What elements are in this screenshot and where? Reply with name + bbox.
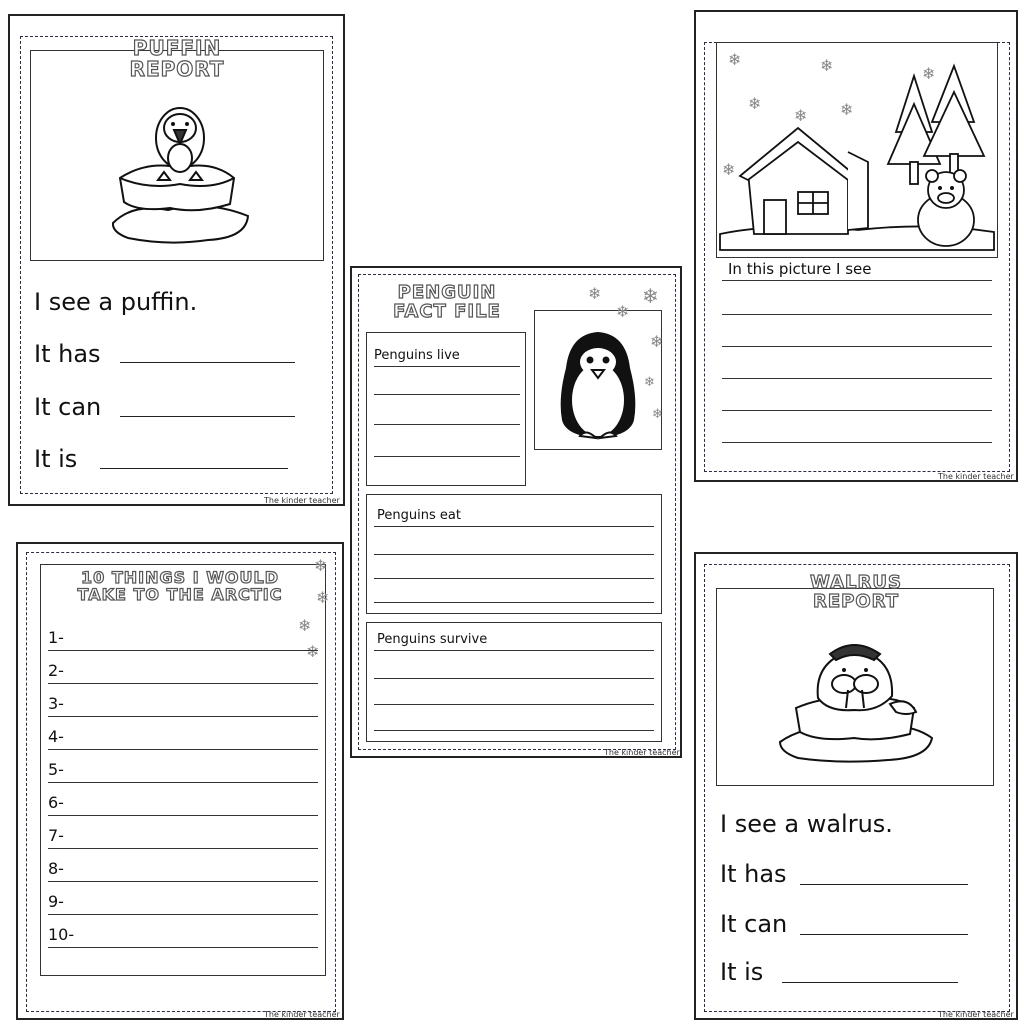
picture-prompt: In this picture I see: [728, 260, 872, 278]
snowflake-icon: ❄: [794, 106, 808, 125]
walrus-title: [756, 574, 956, 612]
snowflake-icon: ❄: [316, 588, 330, 607]
winter-scene-illustration: [718, 52, 996, 252]
penguins-live-label: Penguins live: [374, 348, 460, 363]
snowflake-icon: ❄: [616, 302, 630, 321]
puffin-answer-line-has[interactable]: [120, 362, 295, 363]
arctic-title: [48, 570, 312, 604]
writing-line[interactable]: [374, 602, 654, 603]
arctic-item-line[interactable]: [48, 683, 318, 684]
writing-line[interactable]: [374, 456, 520, 457]
writing-line[interactable]: [374, 578, 654, 579]
arctic-title-line2: TAKE TO THE ARCTIC: [77, 584, 283, 604]
arctic-item-number: 5-: [48, 760, 64, 779]
writing-line[interactable]: [722, 378, 992, 379]
penguin-title-line1: PENGUIN: [397, 282, 497, 303]
snowflake-icon: ❄: [306, 642, 320, 661]
snowflake-icon: ❄: [922, 64, 936, 83]
writing-line[interactable]: [374, 704, 654, 705]
walrus-sentence: I see a walrus.: [720, 810, 893, 838]
arctic-item-number: 1-: [48, 628, 64, 647]
writing-line[interactable]: [374, 424, 520, 425]
puffin-illustration: [108, 98, 256, 248]
writing-line[interactable]: [374, 526, 654, 527]
walrus-illustration: [778, 634, 934, 764]
writing-line[interactable]: [722, 346, 992, 347]
arctic-item-line[interactable]: [48, 914, 318, 915]
snowflake-icon: ❄: [588, 284, 602, 303]
arctic-item-number: 2-: [48, 661, 64, 680]
walrus-answer-line-has[interactable]: [800, 884, 968, 885]
arctic-item-line[interactable]: [48, 881, 318, 882]
writing-line[interactable]: [722, 410, 992, 411]
credit-text: The kinder teacher: [938, 1010, 1014, 1019]
snowflake-icon: ❄: [728, 50, 742, 69]
snowflake-icon: ❄: [650, 332, 664, 351]
arctic-item-number: 3-: [48, 694, 64, 713]
arctic-item-number: 9-: [48, 892, 64, 911]
writing-line[interactable]: [374, 650, 654, 651]
snowflake-icon: ❄: [644, 375, 655, 390]
puffin-title-line1: PUFFIN: [132, 36, 222, 60]
arctic-item-number: 10-: [48, 925, 75, 944]
writing-line[interactable]: [374, 394, 520, 395]
walrus-answer-line-can[interactable]: [800, 934, 968, 935]
arctic-item-number: 8-: [48, 859, 64, 878]
writing-line[interactable]: [722, 314, 992, 315]
puffin-title: [70, 38, 284, 80]
arctic-item-number: 4-: [48, 727, 64, 746]
writing-line[interactable]: [722, 442, 992, 443]
penguin-title: [372, 284, 522, 322]
arctic-item-line[interactable]: [48, 782, 318, 783]
writing-line[interactable]: [374, 366, 520, 367]
credit-text: The kinder teacher: [604, 748, 680, 757]
writing-line[interactable]: [374, 730, 654, 731]
penguins-survive-label: Penguins survive: [377, 632, 488, 647]
arctic-item-line[interactable]: [48, 815, 318, 816]
penguin-title-line2: FACT FILE: [393, 300, 501, 322]
arctic-item-line[interactable]: [48, 716, 318, 717]
walrus-prompt-is: It is: [720, 958, 764, 986]
arctic-item-number: 6-: [48, 793, 64, 812]
penguin-fact-file-sheet: [350, 266, 682, 758]
credit-text: The kinder teacher: [264, 1010, 340, 1019]
penguin-illustration: [552, 328, 644, 444]
walrus-title-line2: REPORT: [813, 590, 899, 612]
snowflake-icon: ❄: [840, 100, 854, 119]
snowflake-icon: ❄: [298, 616, 312, 635]
walrus-prompt-has: It has: [720, 860, 787, 888]
arctic-list-sheet: [16, 542, 344, 1020]
puffin-prompt-is: It is: [34, 445, 78, 473]
snowflake-icon: ❄: [820, 56, 834, 75]
credit-text: The kinder teacher: [938, 472, 1014, 481]
writing-line[interactable]: [374, 678, 654, 679]
puffin-prompt-can: It can: [34, 393, 102, 421]
walrus-title-line1: WALRUS: [810, 572, 902, 593]
writing-line[interactable]: [722, 280, 992, 281]
arctic-item-line[interactable]: [48, 848, 318, 849]
puffin-sentence: I see a puffin.: [34, 288, 198, 316]
puffin-answer-line-is[interactable]: [100, 468, 288, 469]
arctic-title-line1: 10 THINGS I WOULD: [81, 568, 279, 587]
penguins-eat-label: Penguins eat: [377, 508, 461, 523]
snowflake-icon: ❄: [314, 556, 328, 575]
walrus-answer-line-is[interactable]: [782, 982, 958, 983]
puffin-prompt-has: It has: [34, 340, 101, 368]
arctic-item-line[interactable]: [48, 650, 318, 651]
arctic-item-number: 7-: [48, 826, 64, 845]
puffin-report-sheet: [8, 14, 345, 506]
snowflake-icon: ❄: [642, 284, 659, 308]
snowflake-icon: ❄: [748, 94, 762, 113]
walrus-report-sheet: [694, 552, 1018, 1020]
snowflake-icon: ❄: [722, 160, 736, 179]
arctic-item-line[interactable]: [48, 749, 318, 750]
snowflake-icon: ❄: [652, 407, 663, 422]
walrus-prompt-can: It can: [720, 910, 788, 938]
credit-text: The kinder teacher: [264, 496, 340, 505]
puffin-title-line2: REPORT: [129, 57, 225, 81]
writing-line[interactable]: [374, 554, 654, 555]
puffin-answer-line-can[interactable]: [120, 416, 295, 417]
winter-picture-sheet: [694, 10, 1018, 482]
arctic-item-line[interactable]: [48, 947, 318, 948]
